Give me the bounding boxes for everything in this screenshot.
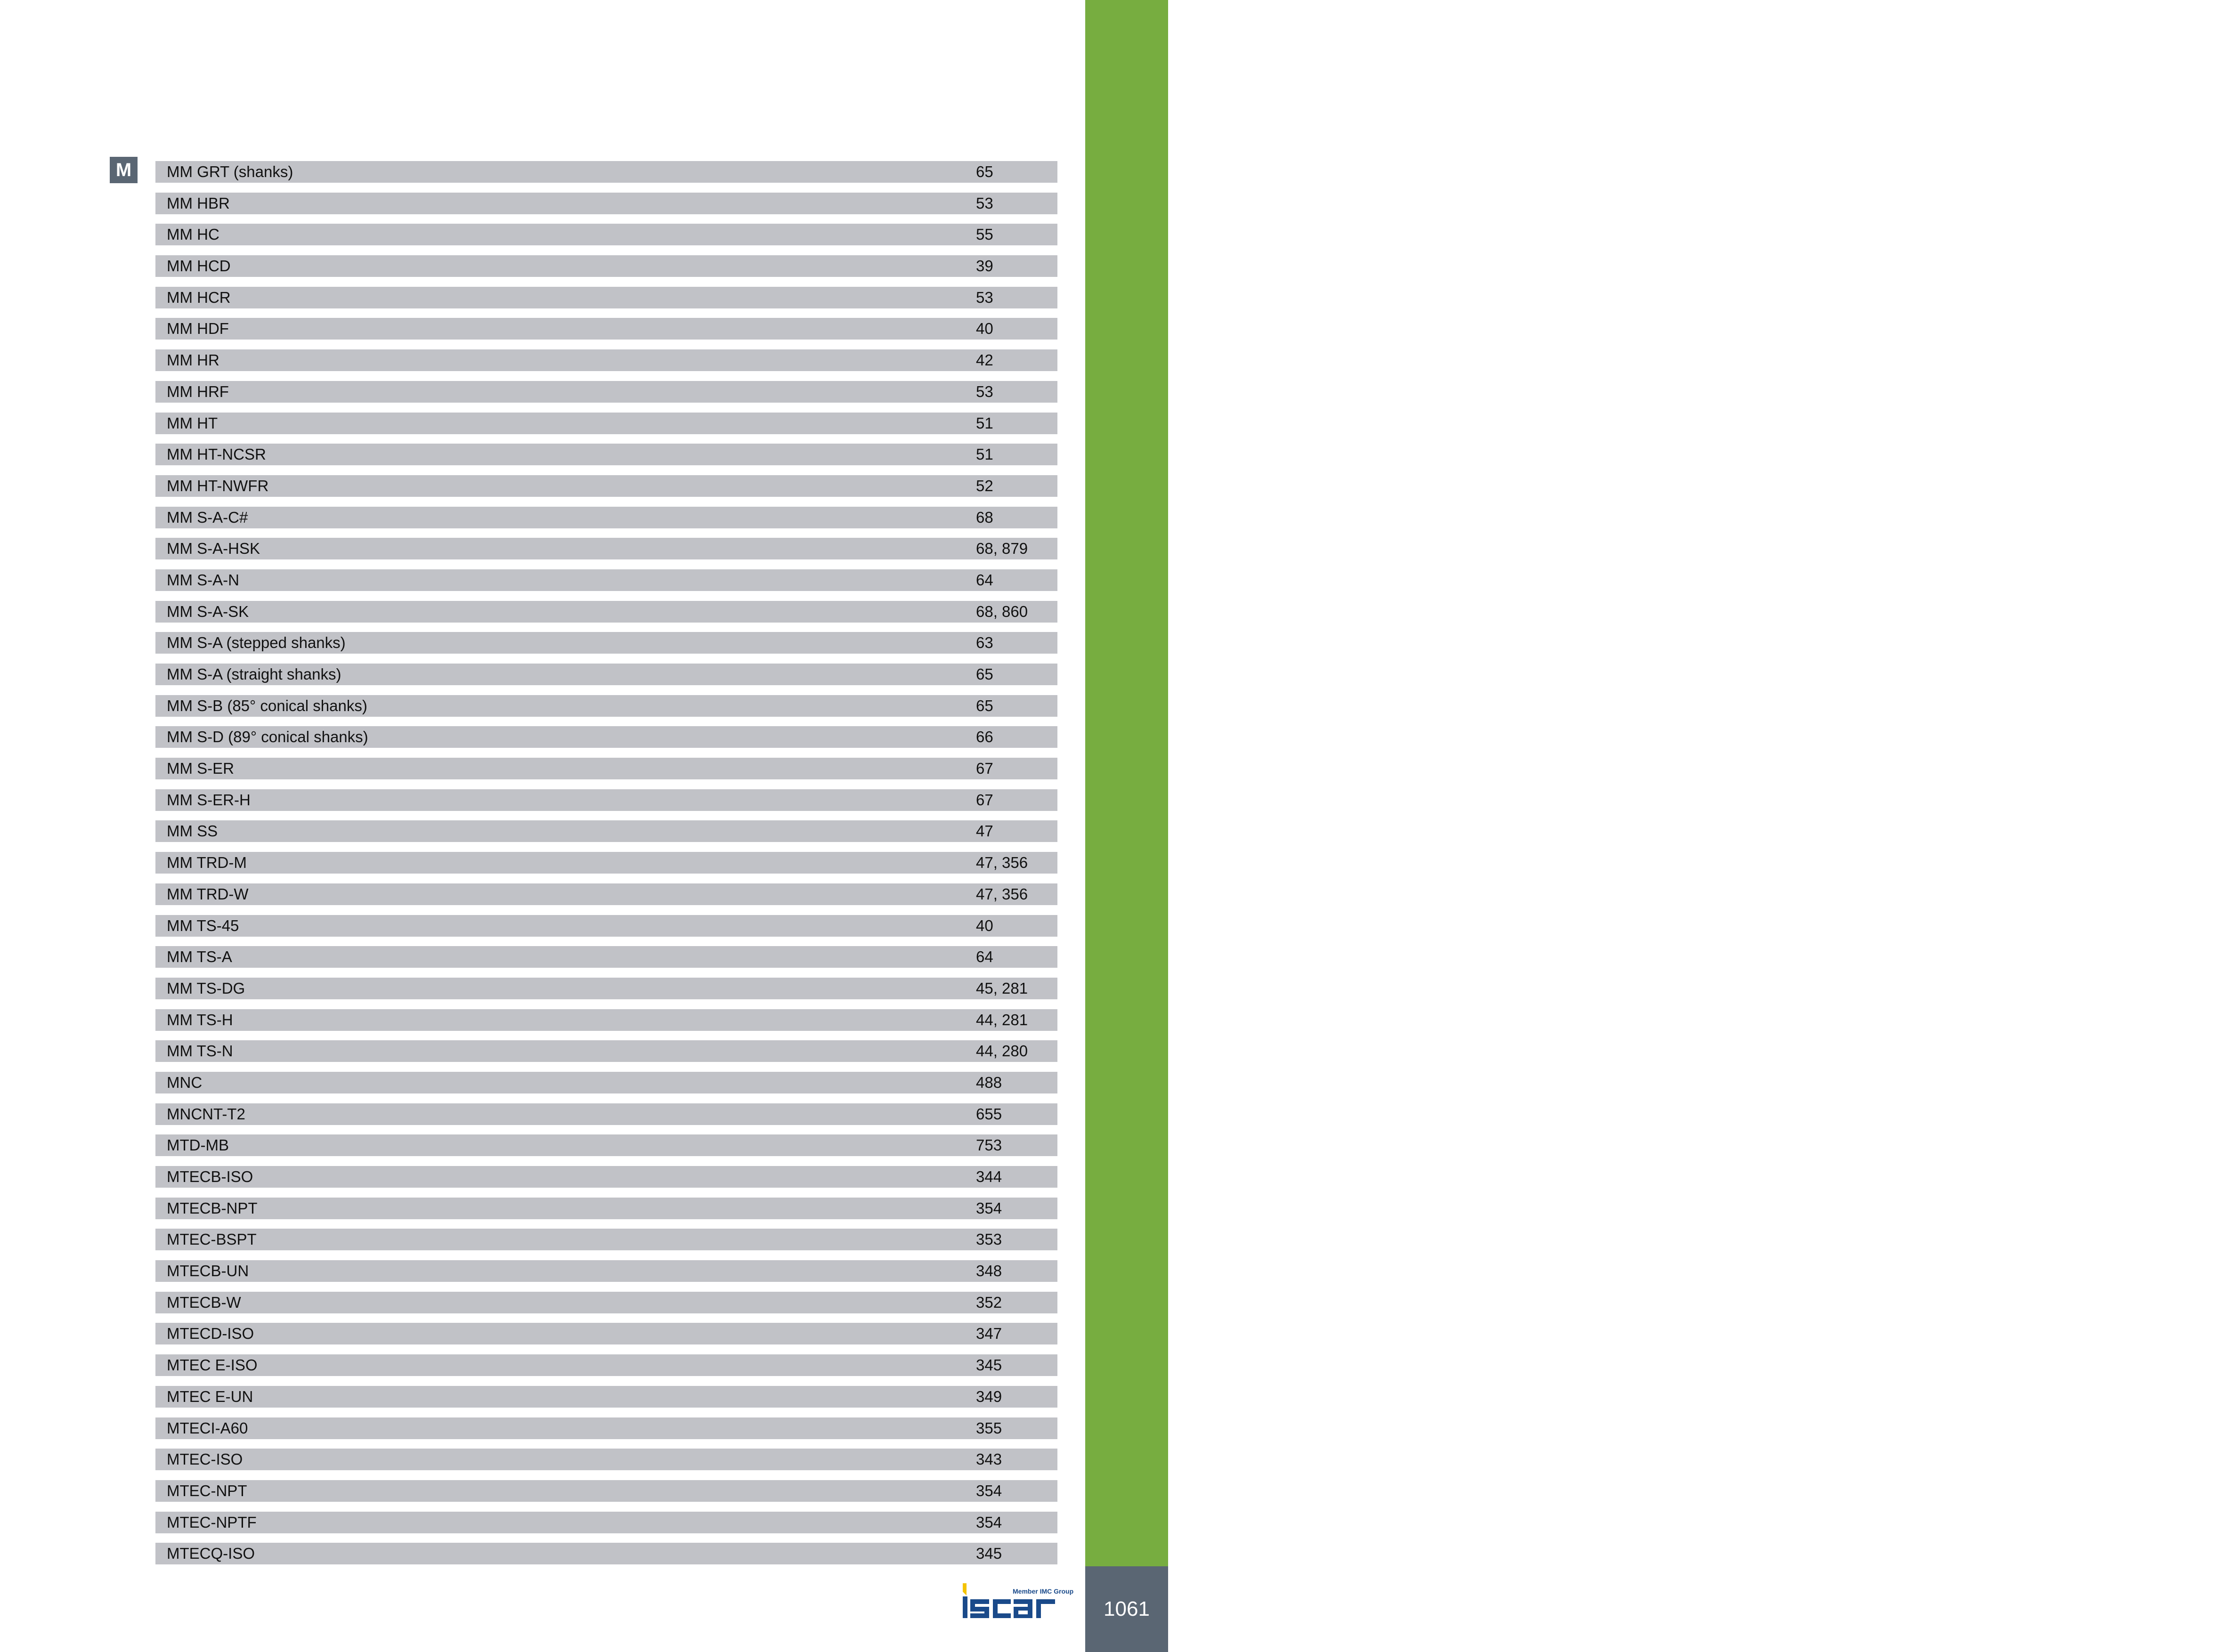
entry-name: MTECI-A60 bbox=[167, 1419, 248, 1437]
index-row bbox=[155, 789, 1057, 811]
sidebar-title: ALPHABETICAL INDEX bbox=[2190, 52, 2233, 476]
entry-name: MM TS-DG bbox=[167, 979, 245, 997]
index-row bbox=[155, 1480, 1057, 1502]
entry-name: MTECB-UN bbox=[167, 1262, 249, 1280]
entry-name: MM TS-H bbox=[167, 1011, 233, 1028]
index-row bbox=[155, 255, 1057, 277]
index-row bbox=[155, 1260, 1057, 1282]
entry-name: MM TS-N bbox=[167, 1042, 233, 1060]
entry-name: MM TRD-W bbox=[167, 885, 249, 903]
index-row bbox=[155, 1323, 1057, 1344]
entry-pages: 345 bbox=[976, 1356, 1002, 1374]
index-row bbox=[155, 161, 1057, 183]
entry-pages: 344 bbox=[976, 1168, 1002, 1185]
index-row bbox=[155, 1543, 1057, 1564]
entry-name: MTEC E-ISO bbox=[167, 1356, 258, 1374]
index-list bbox=[155, 161, 1057, 1574]
entry-name: MM S-A-N bbox=[167, 571, 239, 589]
logo-tagline: Member IMC Group bbox=[1013, 1587, 1074, 1595]
entry-name: MM S-A-C# bbox=[167, 508, 248, 526]
index-row bbox=[155, 1072, 1057, 1093]
entry-name: MTECB-W bbox=[167, 1293, 241, 1311]
index-row bbox=[155, 1009, 1057, 1031]
entry-pages: 42 bbox=[976, 351, 993, 369]
index-row bbox=[155, 1512, 1057, 1533]
entry-name: MTEC-BSPT bbox=[167, 1231, 257, 1248]
entry-name: MM S-B (85° conical shanks) bbox=[167, 696, 367, 714]
entry-name: MM HT bbox=[167, 414, 218, 432]
entry-name: MM SS bbox=[167, 822, 218, 840]
index-row bbox=[155, 444, 1057, 465]
entry-name: MM HT-NWFR bbox=[167, 477, 269, 494]
entry-pages: 40 bbox=[976, 916, 993, 934]
index-row bbox=[155, 1229, 1057, 1250]
index-row bbox=[155, 1198, 1057, 1219]
index-row bbox=[155, 538, 1057, 559]
index-row bbox=[155, 946, 1057, 968]
entry-pages: 354 bbox=[976, 1482, 1002, 1499]
entry-pages: 45, 281 bbox=[976, 979, 1028, 997]
entry-pages: 655 bbox=[976, 1105, 1002, 1123]
entry-name: MM HR bbox=[167, 351, 219, 369]
index-row bbox=[155, 1386, 1057, 1408]
index-row bbox=[155, 413, 1057, 434]
entry-pages: 345 bbox=[976, 1545, 1002, 1563]
entry-pages: 353 bbox=[976, 1231, 1002, 1248]
page-number-box bbox=[1085, 1566, 1168, 1652]
entry-name: MTEC-NPT bbox=[167, 1482, 247, 1499]
entry-name: MM S-A (straight shanks) bbox=[167, 665, 341, 683]
index-row bbox=[155, 726, 1057, 748]
entry-pages: 47, 356 bbox=[976, 854, 1028, 872]
entry-name: MTD-MB bbox=[167, 1136, 229, 1154]
entry-name: MTECQ-ISO bbox=[167, 1545, 255, 1563]
entry-pages: 47, 356 bbox=[976, 885, 1028, 903]
entry-pages: 44, 281 bbox=[976, 1011, 1028, 1028]
index-row bbox=[155, 852, 1057, 874]
entry-name: MNCNT-T2 bbox=[167, 1105, 245, 1123]
index-row bbox=[155, 883, 1057, 905]
index-row bbox=[155, 758, 1057, 779]
entry-name: MM S-ER bbox=[167, 760, 234, 777]
entry-pages: 63 bbox=[976, 634, 993, 652]
index-row bbox=[155, 1449, 1057, 1470]
index-row bbox=[155, 1354, 1057, 1376]
entry-pages: 354 bbox=[976, 1199, 1002, 1217]
entry-pages: 343 bbox=[976, 1450, 1002, 1468]
entry-name: MM HDF bbox=[167, 320, 229, 338]
entry-pages: 64 bbox=[976, 571, 993, 589]
entry-pages: 488 bbox=[976, 1073, 1002, 1091]
page-number: 1061 bbox=[1104, 1597, 1150, 1620]
index-row bbox=[155, 193, 1057, 214]
entry-name: MM S-A-HSK bbox=[167, 540, 260, 558]
index-row bbox=[155, 601, 1057, 623]
entry-name: MNC bbox=[167, 1073, 203, 1091]
index-row bbox=[155, 1040, 1057, 1062]
entry-pages: 65 bbox=[976, 696, 993, 714]
entry-pages: 68, 879 bbox=[976, 540, 1028, 558]
index-row bbox=[155, 1103, 1057, 1125]
entry-pages: 347 bbox=[976, 1325, 1002, 1343]
entry-name: MM HRF bbox=[167, 382, 229, 400]
entry-pages: 65 bbox=[976, 163, 993, 180]
entry-pages: 355 bbox=[976, 1419, 1002, 1437]
iscar-logo bbox=[961, 1582, 1074, 1620]
entry-name: MTEC-NPTF bbox=[167, 1513, 257, 1531]
index-row bbox=[155, 1292, 1057, 1313]
entry-pages: 65 bbox=[976, 665, 993, 683]
entry-name: MM HCR bbox=[167, 288, 231, 306]
entry-pages: 753 bbox=[976, 1136, 1002, 1154]
index-row bbox=[155, 820, 1057, 842]
entry-name: MM S-D (89° conical shanks) bbox=[167, 728, 368, 746]
section-letter-badge: M bbox=[110, 157, 138, 183]
entry-name: MM HT-NCSR bbox=[167, 445, 266, 463]
index-row bbox=[155, 915, 1057, 937]
entry-name: MTEC-ISO bbox=[167, 1450, 243, 1468]
entry-name: MM TS-45 bbox=[167, 916, 239, 934]
entry-pages: 51 bbox=[976, 414, 993, 432]
index-row bbox=[155, 475, 1057, 497]
index-row bbox=[155, 632, 1057, 654]
index-row bbox=[155, 1417, 1057, 1439]
index-row bbox=[155, 1166, 1057, 1188]
entry-pages: 53 bbox=[976, 288, 993, 306]
entry-name: MTECB-NPT bbox=[167, 1199, 258, 1217]
entry-pages: 47 bbox=[976, 822, 993, 840]
entry-pages: 349 bbox=[976, 1387, 1002, 1405]
index-row bbox=[155, 1134, 1057, 1156]
entry-pages: 44, 280 bbox=[976, 1042, 1028, 1060]
entry-pages: 55 bbox=[976, 226, 993, 243]
entry-pages: 53 bbox=[976, 194, 993, 212]
index-row bbox=[155, 318, 1057, 340]
index-row bbox=[155, 381, 1057, 403]
entry-name: MM HC bbox=[167, 226, 219, 243]
entry-pages: 67 bbox=[976, 760, 993, 777]
section-sidebar bbox=[1085, 0, 2233, 1566]
index-row bbox=[155, 224, 1057, 245]
index-row bbox=[155, 349, 1057, 371]
entry-pages: 354 bbox=[976, 1513, 1002, 1531]
index-row bbox=[155, 978, 1057, 999]
entry-pages: 52 bbox=[976, 477, 993, 494]
entry-name: MM HCD bbox=[167, 257, 231, 275]
entry-pages: 68, 860 bbox=[976, 602, 1028, 620]
entry-pages: 68 bbox=[976, 508, 993, 526]
entry-pages: 53 bbox=[976, 382, 993, 400]
index-row bbox=[155, 664, 1057, 685]
index-row bbox=[155, 695, 1057, 717]
entry-name: MM S-A-SK bbox=[167, 602, 249, 620]
entry-name: MTECB-ISO bbox=[167, 1168, 253, 1185]
entry-name: MM HBR bbox=[167, 194, 230, 212]
entry-pages: 348 bbox=[976, 1262, 1002, 1280]
entry-name: MM GRT (shanks) bbox=[167, 163, 293, 180]
index-row bbox=[155, 569, 1057, 591]
entry-name: MM TRD-M bbox=[167, 854, 247, 872]
entry-pages: 51 bbox=[976, 445, 993, 463]
entry-name: MM S-A (stepped shanks) bbox=[167, 634, 346, 652]
entry-name: MTECD-ISO bbox=[167, 1325, 254, 1343]
entry-name: MM S-ER-H bbox=[167, 791, 251, 809]
entry-pages: 66 bbox=[976, 728, 993, 746]
entry-pages: 352 bbox=[976, 1293, 1002, 1311]
index-row bbox=[155, 287, 1057, 308]
entry-pages: 40 bbox=[976, 320, 993, 338]
entry-pages: 67 bbox=[976, 791, 993, 809]
entry-pages: 39 bbox=[976, 257, 993, 275]
entry-name: MM TS-A bbox=[167, 948, 232, 966]
index-row bbox=[155, 507, 1057, 528]
entry-pages: 64 bbox=[976, 948, 993, 966]
entry-name: MTEC E-UN bbox=[167, 1387, 253, 1405]
